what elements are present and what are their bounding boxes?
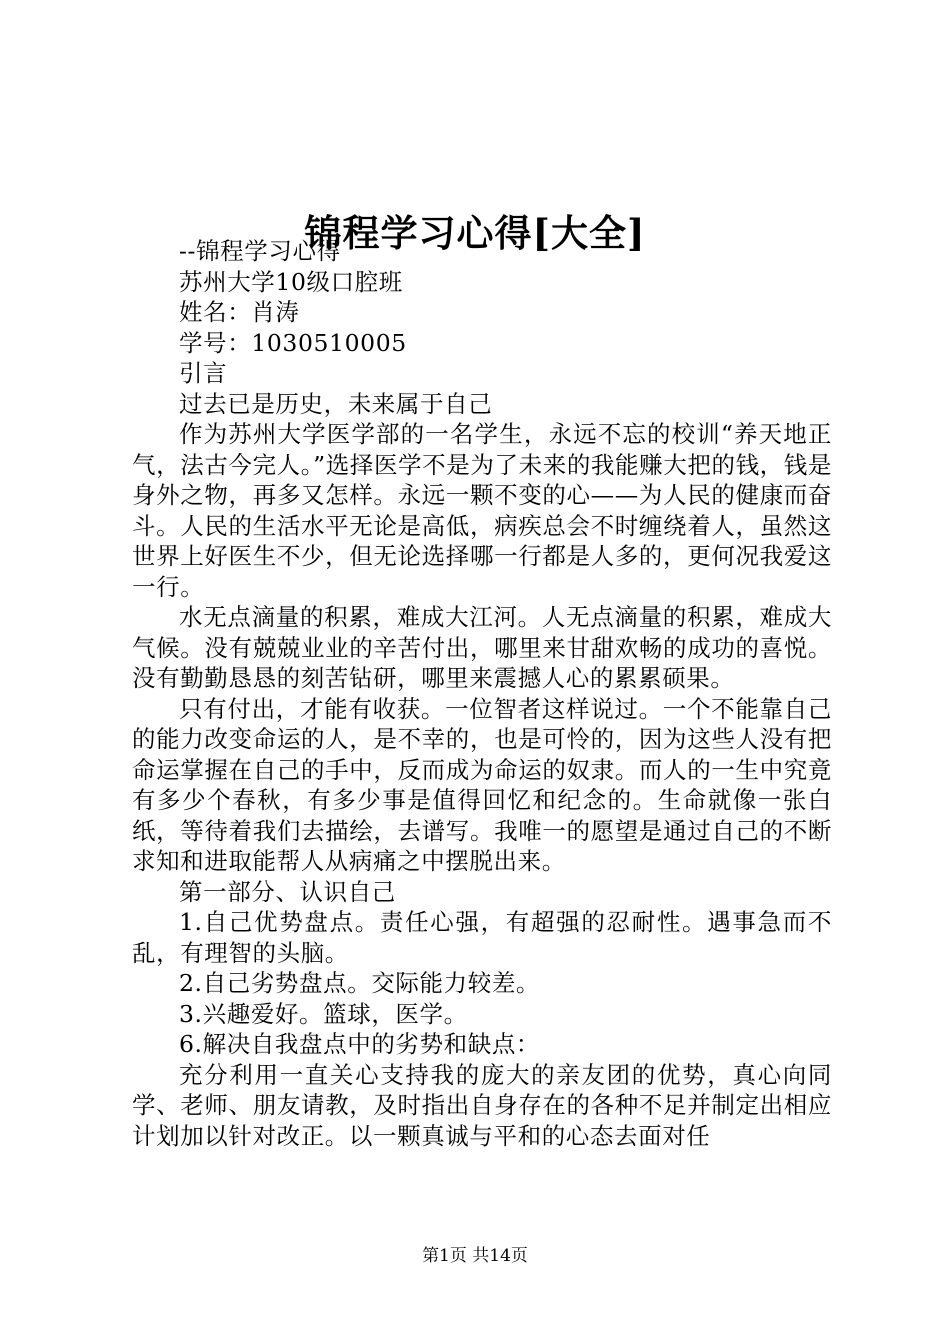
- section-heading-intro: 引言: [179, 359, 228, 387]
- paragraph: 充分利用一直关心支持我的庞大的亲友团的优势，真心向同学、老师、朋友请教，及时指出自身存在的各种不足并制定出相应计划加以针对改正。以一颗真诚与平和的心态去面对任: [132, 1060, 832, 1150]
- document-body: [132, 236, 832, 1151]
- class-line: 苏州大学10级口腔班: [179, 267, 403, 296]
- paragraph: 作为苏州大学医学部的一名学生，永远不忘的校训“养天地正气，法古今完人。”选择医学不是为了未来的我能赚大把的钱，钱是身外之物，再多又怎样。永远一颗不变的心——为人民的健康而奋斗。人民的生活水平无论是高低，病疾总会不时缠绕着人，虽然这世界上好医生不少，但无论选择哪一行都是人多的，更何况我爱这一行。: [132, 420, 832, 601]
- list-item: 3.兴趣爱好。篮球，医学。: [179, 999, 468, 1028]
- subtitle-line: --锦程学习心得: [179, 237, 341, 265]
- paragraph: 水无点滴量的积累，难成大江河。人无点滴量的积累，难成大气候。没有兢兢业业的辛苦付出，哪里来甘甜欢畅的成功的喜悦。没有勤勤恳恳的刻苦钻研，哪里来震撼人心的累累硕果。: [132, 603, 832, 692]
- document-title: 锦程学习心得[大全]: [304, 210, 646, 255]
- student-id-line: 学号：1030510005: [179, 328, 407, 357]
- paragraph: 过去已是历史，未来属于自己: [179, 389, 493, 418]
- name-line: 姓名：肖涛: [179, 298, 300, 326]
- list-item: 1.自己优势盘点。责任心强，有超强的忍耐性。遇事急而不乱，有理智的头脑。: [132, 908, 832, 967]
- page-footer: 第1页 共14页: [422, 1246, 528, 1266]
- list-item: 6.解决自我盘点中的劣势和缺点：: [179, 1030, 541, 1058]
- section-heading-part-one: 第一部分、认识自己: [179, 877, 396, 906]
- list-item: 2.自己劣势盘点。交际能力较差。: [179, 969, 541, 997]
- paragraph: 只有付出，才能有收获。一位智者这样说过。一个不能靠自己的能力改变命运的人，是不幸的，也是可怜的，因为这些人没有把命运掌握在自己的手中，反而成为命运的奴隶。而人的一生中究竟有多少个春秋，有多少事是值得回忆和纪念的。生命就像一张白纸，等待着我们去描绘，去谱写。我唯一的愿望是通过自己的不断求知和进取能帮人从病痛之中摆脱出来。: [132, 694, 832, 875]
